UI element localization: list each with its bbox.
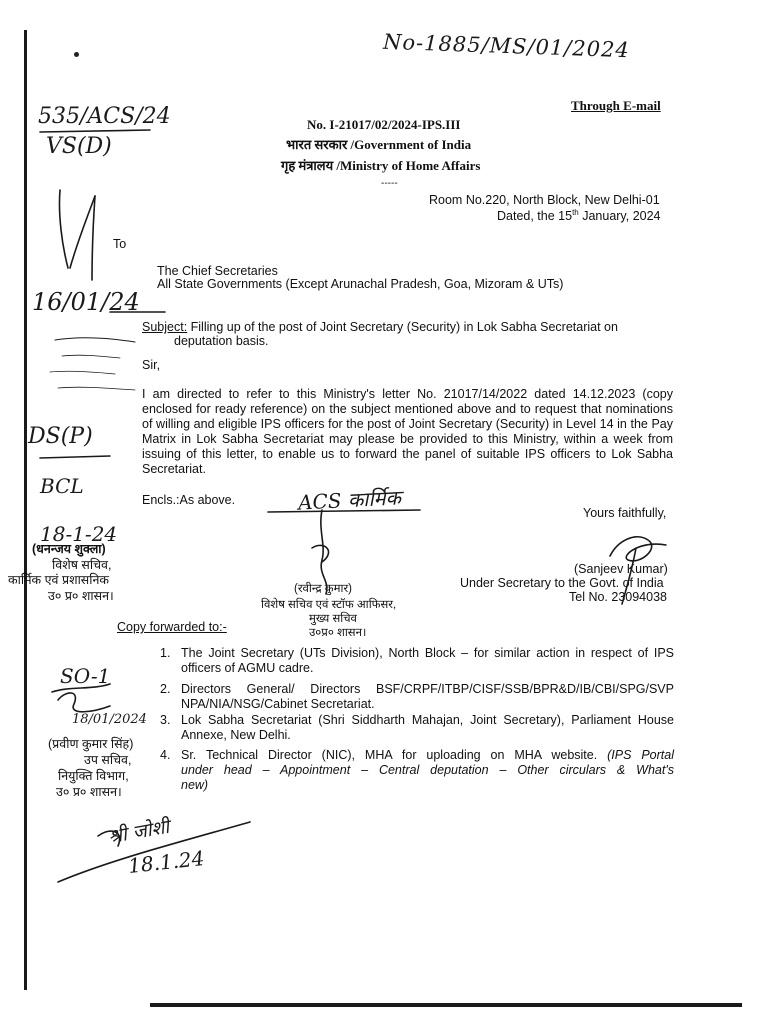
body-line: issuing of this letter, to enable us to forward the panel of suitable IPS officers to Lok Sabha <box>142 447 673 461</box>
subject-label: Subject: <box>142 320 188 334</box>
copy-item-3 <box>181 713 674 743</box>
letter-body <box>142 387 673 477</box>
copy-item-1 <box>181 646 674 676</box>
subject-line-2: deputation basis. <box>174 334 269 348</box>
margin-note-date-18: 18-1-24 <box>40 522 118 546</box>
final-date: 18.1.24 <box>126 846 206 878</box>
margin-note-date-16: 16/01/24 <box>32 288 140 316</box>
body-line: of willing and eligible IPS officers for the post of Joint Secretary (Security) in Level 14 in the Pay <box>142 417 673 431</box>
body-line: enclosed for ready reference) on the subject mentioned above and to request that nominations <box>142 402 673 416</box>
scribble-stroke <box>92 196 95 280</box>
copy-item-4-italic: (IPS Portal <box>607 748 675 762</box>
recipient-line-1: The Chief Secretaries <box>157 264 278 278</box>
scribble-stroke <box>62 355 120 358</box>
copy-forwarded-heading: Copy forwarded to:- <box>117 620 227 634</box>
stamp-2-line-4: उ० प्र० शासन। <box>56 785 122 799</box>
copy-item-line: Lok Sabha Secretariat (Shri Siddharth Mahajan, Joint Secretary), Parliament House <box>181 713 674 727</box>
date-suffix: January, 2024 <box>578 209 661 224</box>
copy-item-line: The Joint Secretary (UTs Division), North Block – for similar action in respect of IPS <box>181 646 674 660</box>
final-note: श्री जोशी <box>106 815 171 849</box>
bottom-rule <box>150 1003 742 1007</box>
recipient-line-2: All State Governments (Except Arunachal Pradesh, Goa, Mizoram & UTs) <box>157 277 564 291</box>
handwritten-file-number: No-1885/MS/01/2024 <box>382 29 631 63</box>
copy-item-line: Annexe, New Delhi. <box>181 728 291 742</box>
underline-stroke <box>40 130 150 132</box>
letter-number: No. I-21017/02/2024-IPS.III <box>307 117 461 132</box>
stamp-1-line-3: कार्मिक एवं प्रशासनिक <box>8 573 110 587</box>
margin-note-vs: VS(D) <box>46 134 112 159</box>
yours-faithfully: Yours faithfully, <box>583 506 667 520</box>
stamp-3-line-1: (रवीन्द्र कुमार) <box>294 583 352 595</box>
subject-text-1: Filling up of the post of Joint Secretary (Security) in Lok Sabha Secretariat on <box>187 320 618 334</box>
stamp-3-line-3: मुख्य सचिव <box>309 613 357 625</box>
government-line: भारत सरकार /Government of India <box>286 137 472 152</box>
copy-item-line: new) <box>181 778 209 792</box>
scribble-stroke <box>70 196 95 268</box>
signatory-telephone: Tel No. 23094038 <box>569 590 667 604</box>
copy-item-line <box>181 748 674 763</box>
signature-stroke <box>58 693 110 712</box>
stamp-1-line-2: विशेष सचिव, <box>52 558 112 572</box>
margin-note-bcl: BCL <box>40 474 84 498</box>
body-line: I am directed to refer to this Ministry's letter No. 21017/14/2022 dated 14.12.2023 (copy <box>142 387 673 401</box>
copy-item-4 <box>181 748 674 793</box>
scribble-stroke <box>58 387 135 390</box>
stamp-1-line-4: उ० प्र० शासन। <box>48 589 114 603</box>
copy-item-2 <box>181 682 674 712</box>
underline-stroke <box>40 456 110 458</box>
copy-item-4-number: 4. <box>160 748 171 762</box>
copy-item-2-number: 2. <box>160 682 171 696</box>
copy-item-3-number: 3. <box>160 713 171 727</box>
punch-dot <box>74 52 79 57</box>
header-dash: ----- <box>381 178 398 189</box>
signature-stroke <box>312 545 329 562</box>
signatory-title: Under Secretary to the Govt. of India <box>460 576 664 590</box>
copy-item-line: under head – Appointment – Central deputation – Other circulars & What's <box>181 763 674 777</box>
copy-item-4-text: Sr. Technical Director (NIC), MHA for uploading on MHA website. <box>181 748 608 762</box>
stamp-3-line-4: उ०प्र० शासन। <box>309 627 367 639</box>
stamp-1-line-1: (धनन्जय शुक्ला) <box>32 542 106 556</box>
copy-item-line: NPA/NIA/NSG/Cabinet Secretariat. <box>181 697 375 711</box>
signatory-name: (Sanjeev Kumar) <box>574 562 668 576</box>
address-line: Room No.220, North Block, New Delhi-01 <box>429 193 660 207</box>
scribble-stroke <box>59 190 68 268</box>
date-line <box>497 205 661 224</box>
stamp-3-line-2: विशेष सचिव एवं स्टॉफ आफिसर, <box>261 599 397 611</box>
stamp-2-line-1: (प्रवीण कुमार सिंह) <box>48 737 134 751</box>
date-prefix: Dated, the 15 <box>497 209 573 224</box>
stamp-2-line-2: उप सचिव, <box>84 753 132 767</box>
acs-karmik-note: ACS कार्मिक <box>297 485 402 515</box>
date-sup: th <box>572 208 579 217</box>
margin-note-ds: DS(P) <box>28 424 93 449</box>
copy-item-1-number: 1. <box>160 646 171 660</box>
margin-note-date-18b: 18/01/2024 <box>72 712 147 727</box>
body-line: Secretariat. <box>142 462 206 476</box>
left-margin-line <box>24 30 27 990</box>
signature-stroke <box>610 537 666 561</box>
copy-item-line: Directors General/ Directors BSF/CRPF/ITBP/CISF/SSB/BPR&D/IB/CBI/SPG/SVP <box>181 682 674 696</box>
enclosure-line: Encls.:As above. <box>142 493 236 507</box>
scribble-stroke <box>50 371 115 374</box>
subject-line-1 <box>142 320 672 335</box>
stamp-2-line-3: नियुक्ति विभाग, <box>58 769 129 783</box>
through-email-label: Through E-mail <box>571 98 661 113</box>
salutation: Sir, <box>142 358 161 372</box>
body-line: Matrix in Lok Sabha Secretariat may please be provided to this Ministry, within a week from <box>142 432 673 446</box>
copy-item-line: officers of AGMU cadre. <box>181 661 314 675</box>
margin-note-acs-ref: 535/ACS/24 <box>38 104 171 129</box>
ministry-line: गृह मंत्रालय /Ministry of Home Affairs <box>281 158 481 173</box>
to-label: To <box>113 237 127 251</box>
scribble-stroke <box>55 338 135 342</box>
margin-note-so: SO-1 <box>60 664 111 688</box>
